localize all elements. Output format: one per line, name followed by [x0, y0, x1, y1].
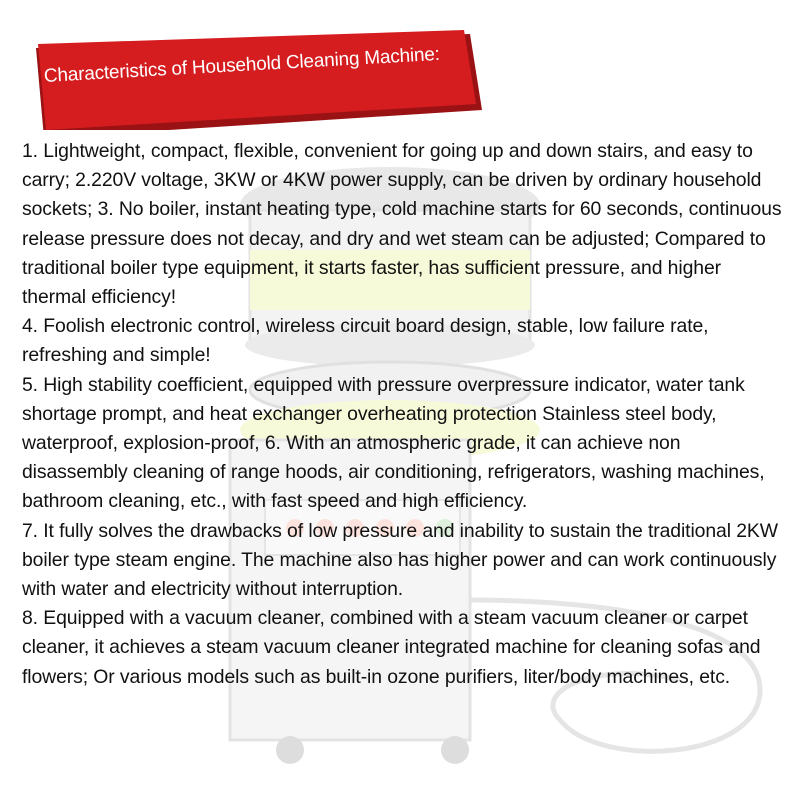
- feature-item-5-6: 5. High stability coefficient, equipped with pressure overpressure indicator, water tank shortage prompt, and heat exchanger overheating protection Stainless steel body, waterproof, explosion-proof, 6. With an atmospheric grade, it can achieve non disassembly cleaning of range hoods, air conditioning, refrigerators, washing machines, bathroom cleaning, etc., with fast speed and high efficiency.: [22, 373, 765, 513]
- feature-item-7: 7. It fully solves the drawbacks of low pressure and inability to sustain the traditional 2KW boiler type steam engine. The machine also has higher power and can work continuously with water and electricity without interruption.: [22, 519, 778, 601]
- feature-list: [22, 137, 788, 692]
- feature-item-1-3: 1. Lightweight, compact, flexible, convenient for going up and down stairs, and easy to carry; 2.220V voltage, 3KW or 4KW power supply, can be driven by ordinary household sockets; 3. No boiler, instant heating type, cold machine starts for 60 seconds, continuous release pressure does not decay, and dry and wet steam can be adjusted; Compared to traditional boiler type equipment, it starts faster, has sufficient pressure, and higher thermal efficiency!: [22, 140, 782, 309]
- wheel: [441, 736, 469, 764]
- wheel: [276, 736, 304, 764]
- title-banner: [30, 30, 500, 118]
- feature-item-8: 8. Equipped with a vacuum cleaner, combined with a steam vacuum cleaner or carpet cleaner, it achieves a steam vacuum cleaner integrated machine for cleaning sofas and flowers; Or various models such as built-in ozone purifiers, liter/body machines, etc.: [22, 607, 761, 688]
- feature-item-4: 4. Foolish electronic control, wireless circuit board design, stable, low failure rate, refreshing and simple!: [22, 315, 709, 367]
- banner-title: Characteristics of Household Cleaning Machine:: [43, 43, 441, 87]
